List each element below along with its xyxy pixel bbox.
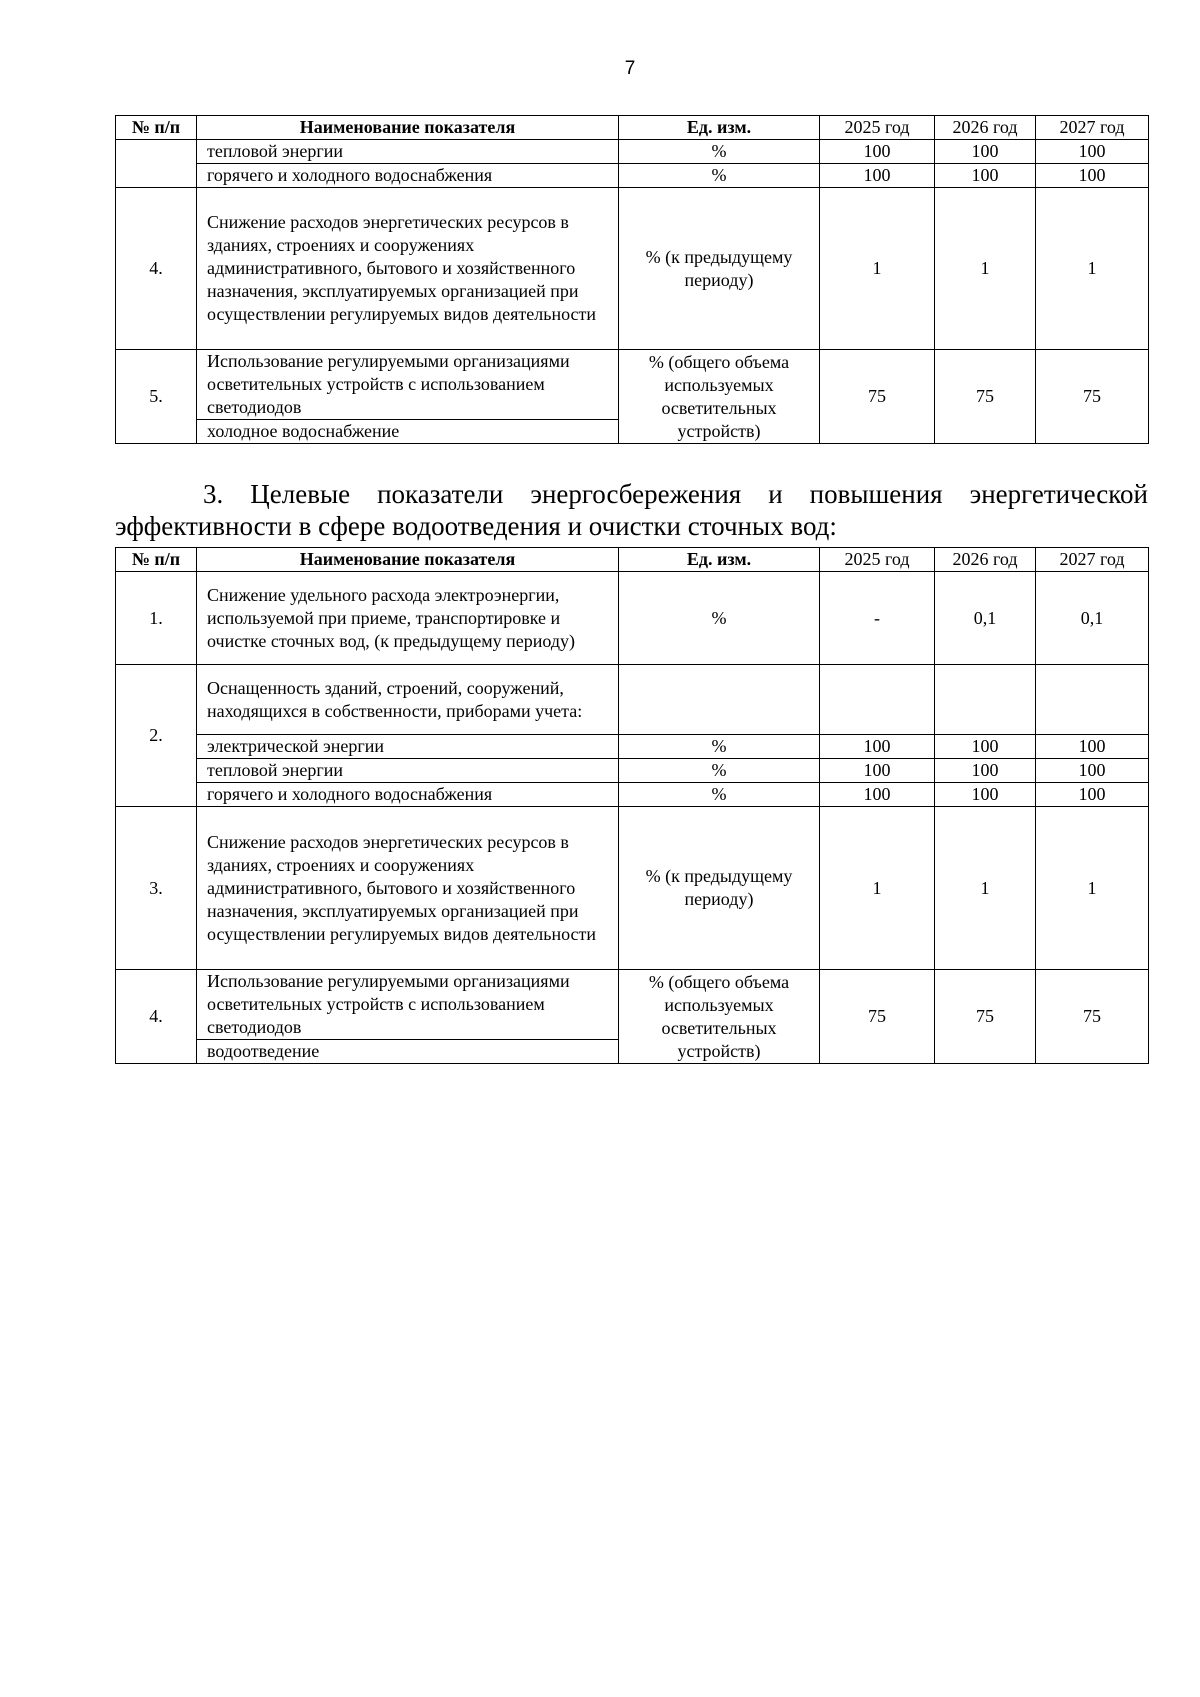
table-row bbox=[116, 970, 1149, 1040]
value-2026: 100 bbox=[935, 783, 1036, 807]
header-number: № п/п bbox=[116, 548, 197, 572]
value-2025: 100 bbox=[820, 140, 935, 164]
table-header-row bbox=[116, 116, 1149, 140]
table-row bbox=[116, 735, 1149, 759]
unit-cell: % bbox=[619, 140, 820, 164]
header-unit: Ед. изм. bbox=[619, 548, 820, 572]
table-row bbox=[116, 188, 1149, 350]
indicator-name: Использование регулируемыми организациями осветительных устройств с использованием светодиодов bbox=[197, 350, 619, 420]
indicator-name: Оснащенность зданий, строений, сооружений, находящихся в собственности, приборами учета: bbox=[197, 665, 619, 735]
value-2025: 1 bbox=[820, 807, 935, 970]
value-2026: 100 bbox=[935, 759, 1036, 783]
value-2026: 75 bbox=[935, 970, 1036, 1064]
value-2027: 100 bbox=[1036, 164, 1149, 188]
unit-cell: % (к предыдущему периоду) bbox=[619, 188, 820, 350]
indicator-name: Снижение удельного расхода электроэнергии, используемой при приеме, транспортировке и очистке сточных вод, (к предыдущему периоду) bbox=[197, 572, 619, 665]
wastewater-indicators-table bbox=[115, 547, 1149, 1064]
value-2026: 1 bbox=[935, 188, 1036, 350]
value-2025: 100 bbox=[820, 735, 935, 759]
header-unit: Ед. изм. bbox=[619, 116, 820, 140]
value-2027: 100 bbox=[1036, 783, 1149, 807]
value-2027: 100 bbox=[1036, 735, 1149, 759]
value-2025: - bbox=[820, 572, 935, 665]
indicator-sub-name: холодное водоснабжение bbox=[197, 420, 619, 444]
header-2027: 2027 год bbox=[1036, 116, 1149, 140]
indicator-name: Снижение расходов энергетических ресурсов в зданиях, строениях и сооружениях административного, бытового и хозяйственного назначения, эксплуатируемых организацией при осуществлении регулируемых видов деятельности bbox=[197, 807, 619, 970]
section-heading bbox=[115, 478, 1148, 542]
table-row bbox=[116, 140, 1149, 164]
value-2025: 100 bbox=[820, 759, 935, 783]
unit-cell bbox=[619, 665, 820, 735]
value-2027: 100 bbox=[1036, 759, 1149, 783]
table-row bbox=[116, 572, 1149, 665]
value-2027 bbox=[1036, 665, 1149, 735]
table-row bbox=[116, 164, 1149, 188]
header-indicator-name: Наименование показателя bbox=[197, 116, 619, 140]
value-2026: 100 bbox=[935, 164, 1036, 188]
header-2025: 2025 год bbox=[820, 116, 935, 140]
row-number-cell bbox=[116, 140, 197, 188]
indicators-table-continued bbox=[115, 115, 1149, 444]
indicator-sub-name: электрической энергии bbox=[197, 735, 619, 759]
indicator-name: Снижение расходов энергетических ресурсов в зданиях, строениях и сооружениях административного, бытового и хозяйственного назначения, эксплуатируемых организацией при осуществлении регулируемых видов деятельности bbox=[197, 188, 619, 350]
header-2025: 2025 год bbox=[820, 548, 935, 572]
header-2026: 2026 год bbox=[935, 548, 1036, 572]
unit-cell: % (общего объема используемых осветительных устройств) bbox=[619, 350, 820, 444]
value-2027: 75 bbox=[1036, 970, 1149, 1064]
table-row bbox=[116, 783, 1149, 807]
value-2027: 100 bbox=[1036, 140, 1149, 164]
unit-cell: % bbox=[619, 735, 820, 759]
unit-cell: % bbox=[619, 759, 820, 783]
value-2026: 100 bbox=[935, 735, 1036, 759]
value-2026: 100 bbox=[935, 140, 1036, 164]
section-heading-line-2: эффективности в сфере водоотведения и очистки сточных вод: bbox=[115, 511, 837, 541]
indicator-name: тепловой энергии bbox=[197, 140, 619, 164]
value-2027: 75 bbox=[1036, 350, 1149, 444]
value-2026: 0,1 bbox=[935, 572, 1036, 665]
table-row bbox=[116, 759, 1149, 783]
value-2026: 1 bbox=[935, 807, 1036, 970]
unit-cell: % bbox=[619, 783, 820, 807]
indicator-sub-name: тепловой энергии bbox=[197, 759, 619, 783]
row-number: 4. bbox=[116, 188, 197, 350]
page-number: 7 bbox=[624, 58, 636, 79]
header-2027: 2027 год bbox=[1036, 548, 1149, 572]
unit-cell: % (общего объема используемых осветительных устройств) bbox=[619, 970, 820, 1064]
indicator-name: Использование регулируемыми организациями осветительных устройств с использованием светодиодов bbox=[197, 970, 619, 1040]
row-number: 2. bbox=[116, 665, 197, 807]
row-number: 1. bbox=[116, 572, 197, 665]
row-number: 4. bbox=[116, 970, 197, 1064]
header-number: № п/п bbox=[116, 116, 197, 140]
indicator-name: горячего и холодного водоснабжения bbox=[197, 164, 619, 188]
unit-cell: % bbox=[619, 572, 820, 665]
header-2026: 2026 год bbox=[935, 116, 1036, 140]
header-indicator-name: Наименование показателя bbox=[197, 548, 619, 572]
unit-cell: % bbox=[619, 164, 820, 188]
table-row bbox=[116, 350, 1149, 420]
indicator-sub-name: водоотведение bbox=[197, 1040, 619, 1064]
unit-cell: % (к предыдущему периоду) bbox=[619, 807, 820, 970]
value-2027: 1 bbox=[1036, 188, 1149, 350]
section-heading-line-1: 3. Целевые показатели энергосбережения и повышения энергетической bbox=[203, 479, 1148, 509]
indicator-sub-name: горячего и холодного водоснабжения bbox=[197, 783, 619, 807]
value-2025: 1 bbox=[820, 188, 935, 350]
value-2025 bbox=[820, 665, 935, 735]
table-row bbox=[116, 807, 1149, 970]
value-2027: 0,1 bbox=[1036, 572, 1149, 665]
value-2027: 1 bbox=[1036, 807, 1149, 970]
value-2026 bbox=[935, 665, 1036, 735]
table-header-row bbox=[116, 548, 1149, 572]
value-2025: 75 bbox=[820, 970, 935, 1064]
value-2025: 100 bbox=[820, 783, 935, 807]
row-number: 3. bbox=[116, 807, 197, 970]
value-2025: 75 bbox=[820, 350, 935, 444]
table-row bbox=[116, 665, 1149, 735]
row-number: 5. bbox=[116, 350, 197, 444]
value-2026: 75 bbox=[935, 350, 1036, 444]
value-2025: 100 bbox=[820, 164, 935, 188]
